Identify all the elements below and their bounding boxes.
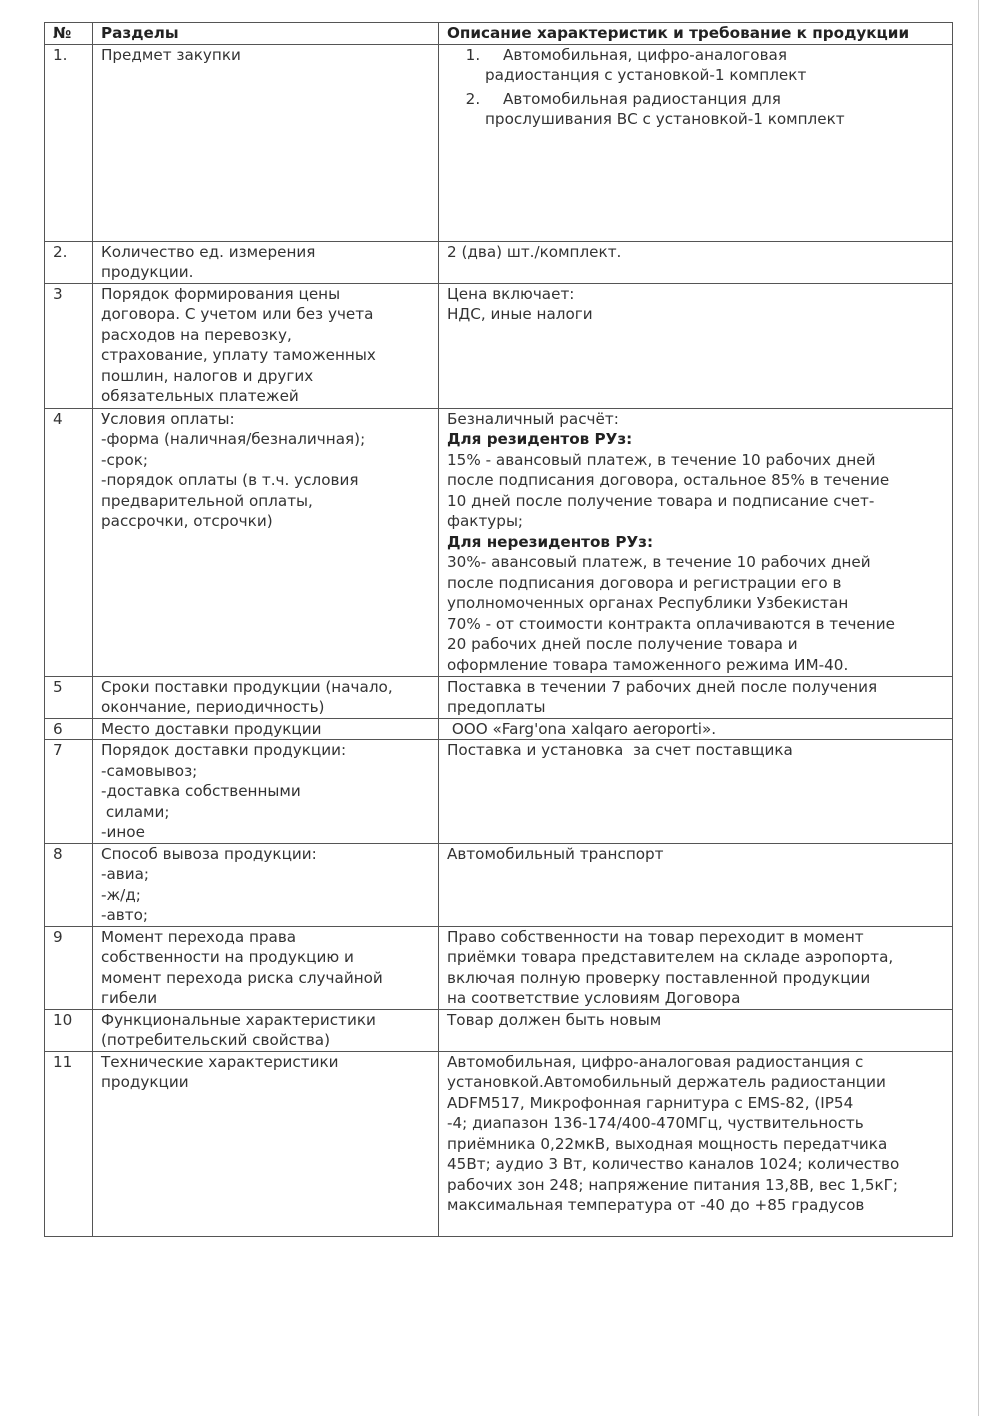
row-section bbox=[93, 1009, 439, 1051]
section-line: силами; bbox=[101, 802, 170, 821]
item-line: 2. Автомобильная радиостанция для bbox=[503, 89, 781, 108]
item-line: 1. Автомобильная, цифро-аналоговая bbox=[503, 45, 787, 64]
table-row bbox=[45, 283, 953, 408]
description-line: Право собственности на товар переходит в момент bbox=[447, 927, 864, 946]
description-line: на соответствие условиям Договора bbox=[447, 989, 741, 1007]
row-description bbox=[439, 241, 953, 283]
description-line: ООО «Farg'ona xalqaro aeroporti». bbox=[447, 719, 717, 738]
table-row bbox=[45, 1009, 953, 1051]
row-description bbox=[439, 283, 953, 408]
item-line: прослушивания ВС с установкой-1 комплект bbox=[485, 110, 845, 128]
description-line: предоплаты bbox=[447, 698, 546, 716]
description-line: максимальная температура от -40 до +85 градусов bbox=[447, 1196, 865, 1214]
description-line: Поставка и установка за счет поставщика bbox=[447, 741, 793, 759]
row-section bbox=[93, 44, 439, 241]
section-line: Порядок формирования цены bbox=[101, 284, 341, 303]
description-line: 15% - авансовый платеж, в течение 10 рабочих дней bbox=[447, 450, 876, 469]
section-line: Технические характеристики bbox=[101, 1052, 339, 1071]
row-section bbox=[93, 676, 439, 718]
description-line: фактуры; bbox=[447, 512, 524, 530]
section-line: предварительной оплаты, bbox=[101, 491, 313, 510]
section-line: Условия оплаты: bbox=[101, 409, 235, 428]
table-row bbox=[45, 676, 953, 718]
list-item bbox=[485, 89, 946, 130]
description-line: после подписания договора и регистрации его в bbox=[447, 573, 842, 592]
section-line: гибели bbox=[101, 989, 158, 1007]
description-line: после подписания договора, остальное 85% в течение bbox=[447, 471, 890, 489]
section-line: -срок; bbox=[101, 450, 149, 469]
section-line: -самовывоз; bbox=[101, 761, 198, 780]
item-line: радиостанция с установкой-1 комплект bbox=[485, 66, 807, 84]
description-line: 45Вт; аудио 3 Вт, количество каналов 1024; количество bbox=[447, 1155, 900, 1173]
row-section bbox=[93, 408, 439, 676]
section-line: продукции bbox=[101, 1073, 189, 1091]
row-number: 4 bbox=[45, 408, 93, 676]
section-line: договора. С учетом или без учета bbox=[101, 305, 374, 323]
description-line: 2 (два) шт./комплект. bbox=[447, 242, 622, 261]
residents-heading: Для резидентов РУз: bbox=[447, 430, 633, 448]
row-section bbox=[93, 241, 439, 283]
row-number: 1. bbox=[45, 44, 93, 241]
table-header-row bbox=[45, 23, 953, 45]
row-number: 3 bbox=[45, 283, 93, 408]
description-line: 20 рабочих дней после получение товара и bbox=[447, 635, 798, 653]
section-line: страхование, уплату таможенных bbox=[101, 346, 376, 364]
section-line: -авиа; bbox=[101, 865, 150, 883]
row-section bbox=[93, 1051, 439, 1236]
section-line: продукции. bbox=[101, 263, 194, 281]
description-line: включая полную проверку поставленной продукции bbox=[447, 968, 871, 987]
row-description bbox=[439, 718, 953, 740]
section-line: -доставка собственными bbox=[101, 782, 301, 800]
nonresidents-heading: Для нерезидентов РУз: bbox=[447, 532, 654, 551]
section-line: Способ вывоза продукции: bbox=[101, 844, 317, 863]
description-line: Поставка в течении 7 рабочих дней после получения bbox=[447, 677, 878, 696]
row-description bbox=[439, 676, 953, 718]
section-line: Место доставки продукции bbox=[101, 719, 322, 738]
description-line: рабочих зон 248; напряжение питания 13,8В, вес 1,5кГ; bbox=[447, 1175, 899, 1194]
header-description: Описание характеристик и требование к продукции bbox=[439, 23, 953, 45]
table-row bbox=[45, 44, 953, 241]
header-sections: Разделы bbox=[93, 23, 439, 45]
table-row bbox=[45, 926, 953, 1009]
row-description bbox=[439, 44, 953, 241]
section-line: Количество ед. измерения bbox=[101, 242, 316, 261]
section-line: Момент перехода права bbox=[101, 927, 297, 946]
description-line: ADFM517, Микрофонная гарнитура с EMS-82, (IP54 bbox=[447, 1093, 854, 1112]
row-section bbox=[93, 740, 439, 844]
section-line: обязательных платежей bbox=[101, 387, 299, 405]
row-number: 11 bbox=[45, 1051, 93, 1236]
description-line: -4; диапазон 136-174/400-470МГц, чуствительность bbox=[447, 1114, 864, 1132]
description-line: Товар должен быть новым bbox=[447, 1010, 662, 1029]
table-row bbox=[45, 740, 953, 844]
section-line: окончание, периодичность) bbox=[101, 698, 325, 716]
table-row bbox=[45, 241, 953, 283]
section-line: момент перехода риска случайной bbox=[101, 968, 383, 987]
table-row bbox=[45, 408, 953, 676]
description-line: оформление товара таможенного режима ИМ-40. bbox=[447, 655, 849, 674]
row-description bbox=[439, 843, 953, 926]
section-line: расходов на перевозку, bbox=[101, 325, 292, 344]
section-line: Порядок доставки продукции: bbox=[101, 741, 347, 759]
description-line: 10 дней после получение товара и подписание счет- bbox=[447, 491, 875, 510]
table-row bbox=[45, 843, 953, 926]
row-section bbox=[93, 283, 439, 408]
row-number: 6 bbox=[45, 718, 93, 740]
section-line: -порядок оплаты (в т.ч. условия bbox=[101, 471, 359, 489]
table-row bbox=[45, 718, 953, 740]
row-description bbox=[439, 1051, 953, 1236]
description-line: 70% - от стоимости контракта оплачиваются в течение bbox=[447, 614, 895, 633]
section-line: (потребительский свойства) bbox=[101, 1031, 330, 1049]
row-description bbox=[439, 408, 953, 676]
row-number: 2. bbox=[45, 241, 93, 283]
description-line: приёмки товара представителем на складе аэропорта, bbox=[447, 948, 894, 966]
section-line: собственности на продукцию и bbox=[101, 948, 354, 966]
page-edge-line bbox=[978, 0, 979, 1416]
row-description bbox=[439, 740, 953, 844]
description-line: Автомобильный транспорт bbox=[447, 844, 664, 863]
row-section bbox=[93, 926, 439, 1009]
description-line: Безналичный расчёт: bbox=[447, 409, 619, 428]
row-number: 8 bbox=[45, 843, 93, 926]
section-line: -иное bbox=[101, 823, 145, 841]
description-line: приёмника 0,22мкВ, выходная мощность передатчика bbox=[447, 1134, 888, 1153]
purchase-items-list bbox=[447, 45, 946, 130]
row-number: 10 bbox=[45, 1009, 93, 1051]
section-line: рассрочки, отсрочки) bbox=[101, 512, 273, 530]
table-row bbox=[45, 1051, 953, 1236]
section-line: -авто; bbox=[101, 906, 148, 924]
description-line: уполномоченных органах Республики Узбекистан bbox=[447, 594, 849, 612]
description-line: Автомобильная, цифро-аналоговая радиостанция с bbox=[447, 1052, 864, 1071]
section-line: -форма (наличная/безналичная); bbox=[101, 430, 366, 448]
row-section bbox=[93, 843, 439, 926]
description-line: 30%- авансовый платеж, в течение 10 рабочих дней bbox=[447, 553, 871, 571]
description-line: Цена включает: bbox=[447, 284, 575, 303]
specification-table bbox=[44, 22, 953, 1237]
row-number: 5 bbox=[45, 676, 93, 718]
section-line: Предмет закупки bbox=[101, 45, 241, 64]
list-item bbox=[485, 45, 946, 86]
description-line: НДС, иные налоги bbox=[447, 305, 593, 323]
row-description bbox=[439, 926, 953, 1009]
section-line: -ж/д; bbox=[101, 885, 141, 904]
row-section bbox=[93, 718, 439, 740]
row-number: 7 bbox=[45, 740, 93, 844]
section-line: Функциональные характеристики bbox=[101, 1010, 376, 1029]
row-description bbox=[439, 1009, 953, 1051]
description-line: установкой.Автомобильный держатель радиостанции bbox=[447, 1073, 886, 1091]
header-number: № bbox=[45, 23, 93, 45]
section-line: пошлин, налогов и других bbox=[101, 366, 314, 385]
section-line: Сроки поставки продукции (начало, bbox=[101, 677, 393, 696]
row-number: 9 bbox=[45, 926, 93, 1009]
